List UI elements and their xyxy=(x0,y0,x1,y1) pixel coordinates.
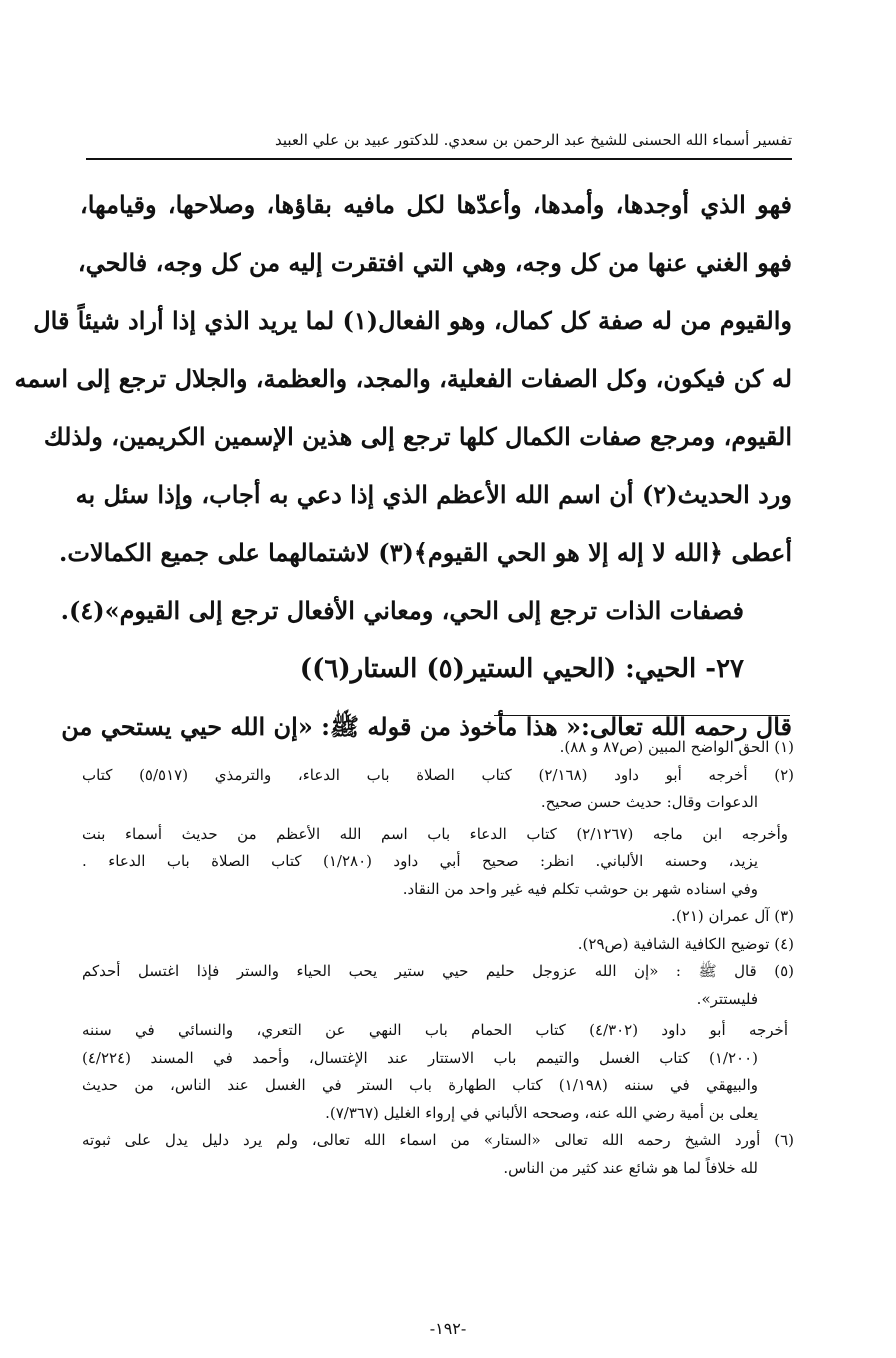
footnote-line: (٤) توضيح الكافية الشافية (ص٢٩). xyxy=(577,934,794,953)
footnote-line: وفي اسناده شهر بن حوشب تكلم فيه غير واحد من النقاد. xyxy=(402,879,758,898)
body-line: فصفات الذات ترجع إلى الحي، ومعاني الأفعال ترجع إلى القيوم»(٤). xyxy=(60,596,744,625)
body-line: له كن فيكون، وكل الصفات الفعلية، والمجد، والعظمة، والجلال ترجع إلى اسمه xyxy=(14,364,792,393)
page-number: -١٩٢- xyxy=(429,1319,467,1338)
header-rule xyxy=(86,158,792,160)
body-line: أعطى ﴿الله لا إله إلا هو الحي القيوم﴾(٣) لاشتمالهما على جميع الكمالات. xyxy=(59,538,792,567)
footnote-line: (١/٢٠٠) كتاب الغسل والتيمم باب الاستتار عند الإغتسال، وأحمد في المسند (٤/٢٢٤) xyxy=(82,1048,758,1067)
footnotes xyxy=(82,734,794,1182)
body-line: فهو الذي أوجدها، وأمدها، وأعدّها لكل مافيه بقاؤها، وصلاحها، وقيامها، xyxy=(80,190,792,219)
footnote-line: (٢) أخرجه أبو داود (٢/١٦٨) كتاب الصلاة باب الدعاء، والترمذي (٥/٥١٧) كتاب xyxy=(82,765,794,784)
footnote-line: لله خلافاً لما هو شائع عند كثير من الناس. xyxy=(503,1158,758,1177)
body-line: فهو الغني عنها من كل وجه، وهي التي افتقرت إليه من كل وجه، فالحي، xyxy=(77,248,792,277)
footnote-line: يزيد، وحسنه الألباني. انظر: صحيح أبي داود (١/٢٨٠) كتاب الصلاة باب الدعاء . xyxy=(82,852,758,870)
footnote-rule xyxy=(494,715,790,716)
footnote-line: الدعوات وقال: حديث حسن صحيح. xyxy=(540,793,758,811)
footnote-line: والبيهقي في سننه (١/١٩٨) كتاب الطهارة باب الستر في الغسل عند الناس، من حديث xyxy=(82,1076,759,1094)
footnote-line: فليستتر». xyxy=(696,989,758,1008)
footnote-line: أخرجه أبو داود (٤/٣٠٢) كتاب الحمام باب النهي عن التعري، والنسائي في سننه xyxy=(82,1021,788,1039)
body-text xyxy=(14,176,792,756)
footnote-line: وأخرجه ابن ماجه (٢/١٢٦٧) كتاب الدعاء باب اسم الله الأعظم من حديث أسماء بنت xyxy=(82,824,788,843)
body-line: قال رحمه الله تعالى:« هذا مأخوذ من قوله ﷺ: «إن الله حيي يستحي من xyxy=(61,712,792,741)
footnote-line: (١) الحق الواضح المبين (ص٨٧ و ٨٨). xyxy=(559,738,794,756)
running-header: تفسير أسماء الله الحسنى للشيخ عبد الرحمن بن سعدي. للدكتور عبيد بن علي العبيد xyxy=(274,131,792,149)
body-line: القيوم، ومرجع صفات الكمال كلها ترجع إلى هذين الإسمين الكريمين، ولذلك xyxy=(43,422,792,451)
body-line: والقيوم من له صفة كل كمال، وهو الفعال(١) لما يريد الذي إذا أراد شيئاً قال xyxy=(33,306,792,335)
body-line: ورد الحديث(٢) أن اسم الله الأعظم الذي إذا دعي به أجاب، وإذا سئل به xyxy=(75,480,792,509)
footnote-line: (٥) قال ﷺ : «إن الله عزوجل حليم حيي ستير يحب الحياء والستر فإذا اغتسل أحدكم xyxy=(82,962,794,980)
footnote-line: (٦) أورد الشيخ رحمه الله تعالى «الستار» من اسماء الله تعالى، ولم يرد دليل يدل على ثبوته xyxy=(82,1131,794,1149)
footnote-line: (٣) آل عمران (٢١). xyxy=(671,907,794,925)
footnote-line: يعلى بن أمية رضي الله عنه، وصححه الألباني في إرواء الغليل (٧/٣٦٧). xyxy=(325,1103,758,1122)
section-heading: ٢٧- الحيي: (الحيي الستير(٥) الستار(٦)) xyxy=(299,654,744,684)
